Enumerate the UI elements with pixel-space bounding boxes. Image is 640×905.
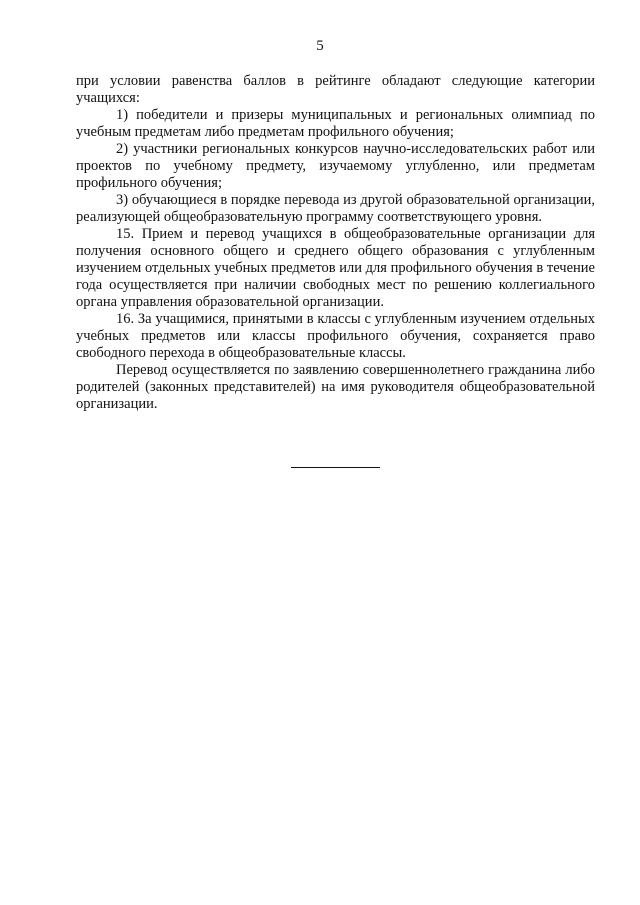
paragraph-clause-16: 16. За учащимися, принятыми в классы с углубленным изучением отдельных учебных предметов или классы профильного обучения, сохраняется право свободного перехода в общеобразовательные классы. [76, 311, 595, 361]
paragraph-transfer: Перевод осуществляется по заявлению совершеннолетнего гражданина либо родителей (законных представителей) на имя руководителя общеобразовательной организации. [76, 362, 595, 412]
document-body [76, 73, 595, 413]
page-number: 5 [316, 38, 324, 54]
paragraph-item-3: 3) обучающиеся в порядке перевода из другой образовательной организации, реализующей общеобразовательную программу соответствующего уровня. [76, 192, 595, 225]
paragraph-item-1: 1) победители и призеры муниципальных и региональных олимпиад по учебным предметам либо предметам профильного обучения; [76, 107, 595, 140]
paragraph-continuation: при условии равенства баллов в рейтинге обладают следующие категории учащихся: [76, 73, 595, 106]
paragraph-clause-15: 15. Прием и перевод учащихся в общеобразовательные организации для получения основного общего и среднего общего образования с углубленным изучением отдельных учебных предметов или для профильного обучения в течение года осуществляется при наличии свободных мест по решению коллегиального органа управления образовательной организации. [76, 226, 595, 310]
end-of-document-rule [291, 467, 380, 468]
paragraph-item-2: 2) участники региональных конкурсов научно-исследовательских работ или проектов по учебному предмету, изучаемому углубленно, или предметам профильного обучения; [76, 141, 595, 191]
